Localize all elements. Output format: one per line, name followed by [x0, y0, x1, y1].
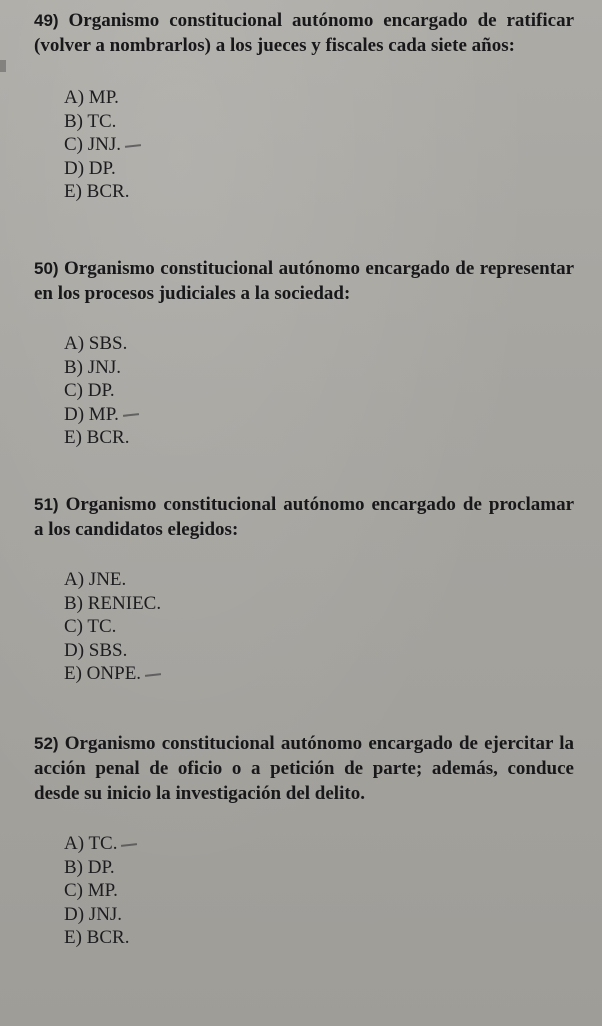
option-e: E) BCR. — [64, 927, 130, 948]
question-number: 52) — [34, 734, 59, 753]
option-e: E) BCR. — [64, 181, 130, 202]
option-d: D) DP. — [64, 157, 116, 179]
options-list — [64, 86, 574, 204]
question-51-stem — [34, 492, 574, 542]
question-number: 50) — [34, 259, 59, 278]
option-a: A) JNE. — [64, 569, 127, 590]
question-text: Organismo constitucional autónomo encargado de ratificar (volver a nombrarlos) a los jueces y fiscales cada siete años: — [34, 10, 575, 56]
question-50-stem — [34, 256, 574, 306]
option-e-label: E) ONPE. — [64, 663, 142, 684]
options-list — [64, 332, 574, 450]
question-number: 49) — [34, 11, 59, 30]
handwritten-check-mark — [125, 144, 141, 148]
question-49 — [34, 8, 574, 204]
option-b: B) RENIEC. — [64, 592, 162, 614]
option-a: A) SBS. — [64, 333, 128, 354]
option-b: B) TC. — [64, 110, 117, 132]
handwritten-check-mark — [121, 843, 137, 847]
question-49-stem — [34, 8, 574, 58]
option-e: E) BCR. — [64, 427, 130, 448]
option-c-label: C) JNJ. — [64, 134, 122, 155]
option-c: C) TC. — [64, 616, 117, 637]
question-text: Organismo constitucional autónomo encargado de proclamar a los candidatos elegidos: — [34, 494, 574, 540]
option-d-label: D) MP. — [64, 403, 119, 425]
option-d: D) SBS. — [64, 639, 128, 661]
page-edge-mark — [0, 60, 6, 72]
option-a — [64, 832, 574, 856]
options-list — [64, 568, 574, 686]
question-number: 51) — [34, 495, 59, 514]
options-list — [64, 832, 574, 950]
option-b: B) DP. — [64, 856, 115, 878]
option-a: A) MP. — [64, 87, 119, 108]
question-50 — [34, 256, 574, 450]
question-52 — [34, 731, 574, 950]
option-e — [64, 662, 574, 686]
option-d — [64, 403, 574, 427]
option-c: C) MP. — [64, 880, 118, 901]
handwritten-check-mark — [123, 413, 139, 417]
question-51 — [34, 492, 574, 686]
question-text: Organismo constitucional autónomo encargado de ejercitar la acción penal de oficio o a petición de parte; además, conduce desde su inicio la investigación del delito. — [34, 733, 574, 804]
option-c — [64, 133, 574, 157]
option-b: B) JNJ. — [64, 356, 122, 378]
question-text: Organismo constitucional autónomo encargado de representar en los procesos judiciales a la sociedad: — [34, 258, 575, 304]
option-d: D) JNJ. — [64, 903, 123, 925]
question-52-stem — [34, 731, 574, 806]
option-c: C) DP. — [64, 380, 115, 401]
option-a-label: A) TC. — [64, 833, 118, 854]
handwritten-check-mark — [145, 673, 161, 677]
